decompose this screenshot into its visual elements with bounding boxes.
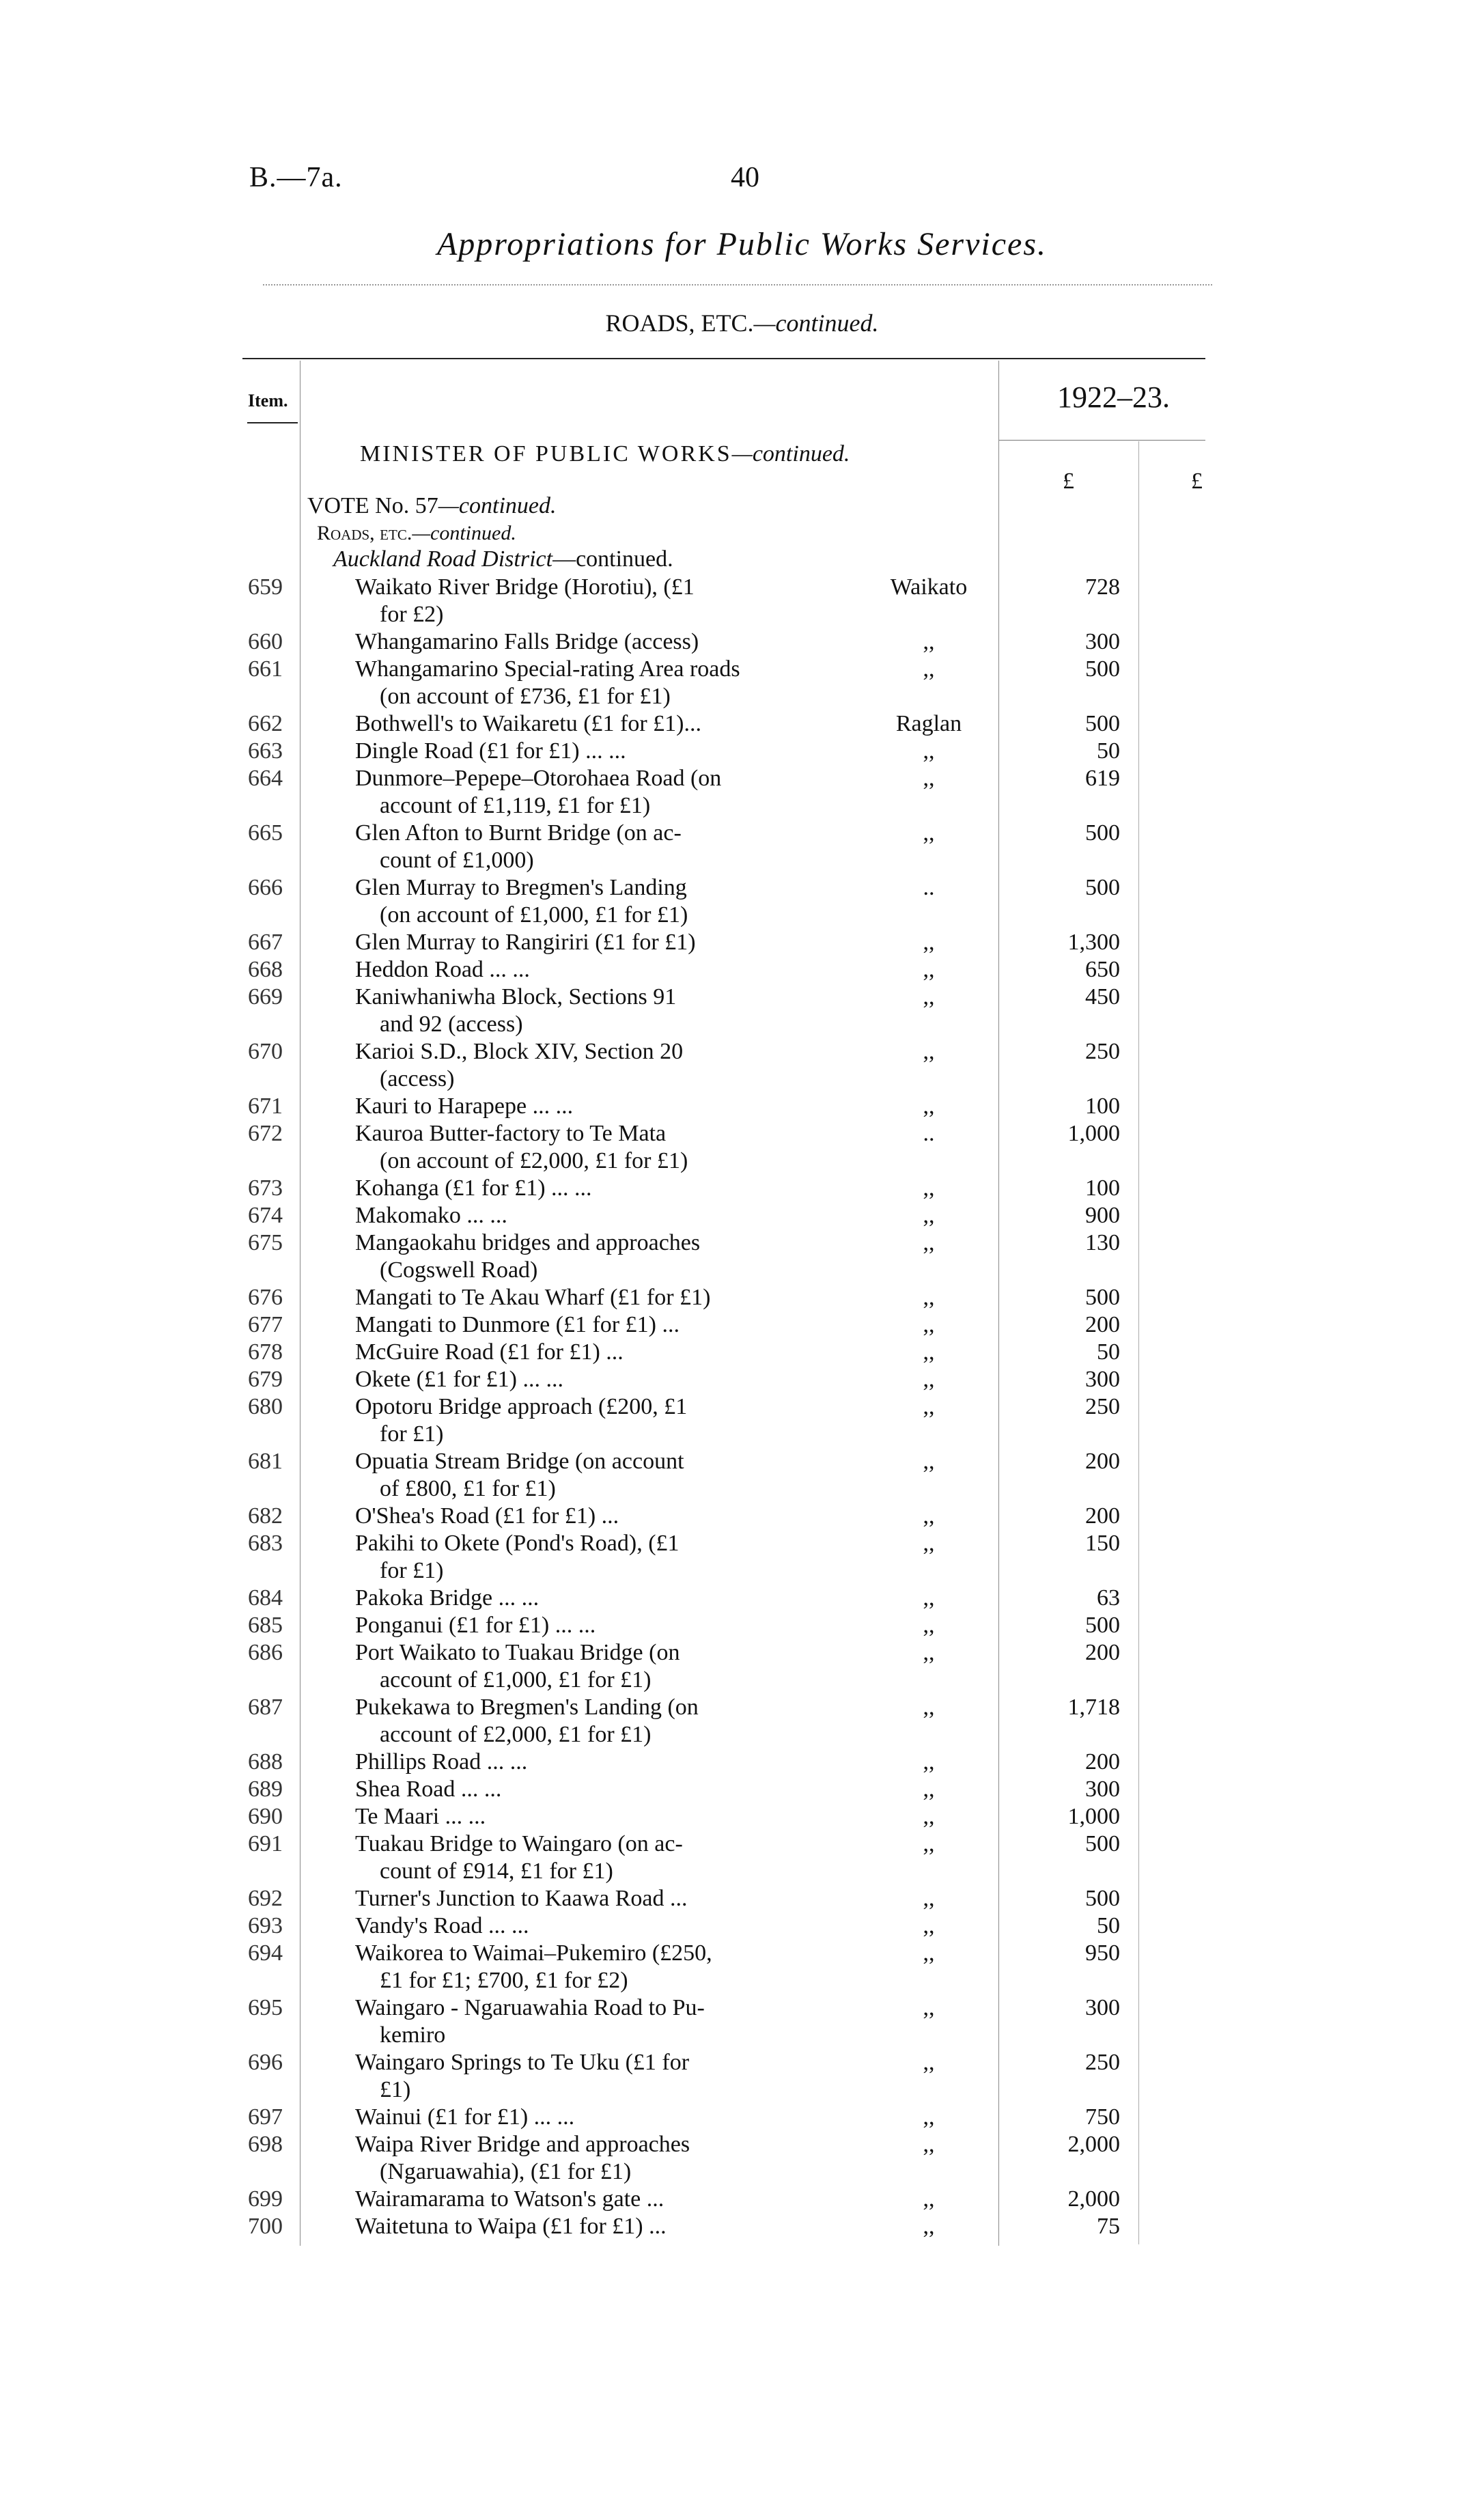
description-line-1: Mangati to Dunmore (£1 for £1) ... xyxy=(355,1312,680,1337)
item-number: 679 xyxy=(248,1367,283,1392)
item-description xyxy=(355,1940,820,1994)
item-description xyxy=(355,628,820,656)
item-description xyxy=(355,929,820,956)
item-number: 689 xyxy=(248,1777,283,1802)
amount: 75 xyxy=(1097,2214,1120,2239)
county-name: ,, xyxy=(923,738,935,764)
description-line-1: Glen Afton to Burnt Bridge (on ac- xyxy=(355,820,682,846)
description-line-2: account of £2,000, £1 for £1) xyxy=(380,1722,652,1747)
description-line-2: for £1) xyxy=(380,1421,444,1447)
county-name: ,, xyxy=(923,1531,935,1556)
county-name: ,, xyxy=(923,984,935,1009)
amount: 300 xyxy=(1085,1995,1120,2020)
item-number: 660 xyxy=(248,629,283,654)
description-line-2: count of £1,000) xyxy=(380,848,534,873)
item-description xyxy=(355,1776,820,1803)
amount: 2,000 xyxy=(1067,2132,1120,2157)
item-number: 677 xyxy=(248,1312,283,1337)
item-description xyxy=(355,1120,820,1175)
table-top-rule xyxy=(242,358,1205,359)
description-line-1: Waipa River Bridge and approaches xyxy=(355,2132,690,2157)
amount: 200 xyxy=(1085,1749,1120,1774)
item-number: 672 xyxy=(248,1121,283,1146)
district-name: Auckland Road District xyxy=(333,546,553,572)
description-line-2: (on account of £736, £1 for £1) xyxy=(380,684,671,709)
vote-heading xyxy=(307,493,557,519)
amount: 130 xyxy=(1085,1230,1120,1255)
description-line-1: Opuatia Stream Bridge (on account xyxy=(355,1449,684,1474)
item-description xyxy=(355,1612,820,1639)
item-description xyxy=(355,874,820,929)
item-number: 676 xyxy=(248,1285,283,1310)
item-number: 663 xyxy=(248,738,283,764)
roads-label: Roads, etc. xyxy=(317,522,412,544)
description-line-2: (Ngaruawahia), (£1 for £1) xyxy=(380,2159,632,2184)
year-header-rule xyxy=(999,440,1205,441)
description-line-1: Glen Murray to Bregmen's Landing xyxy=(355,875,687,900)
description-line-1: Kauroa Butter-factory to Te Mata xyxy=(355,1121,667,1146)
currency-label-2: £ xyxy=(1191,469,1203,494)
county-name: ,, xyxy=(923,2214,935,2239)
amount: 250 xyxy=(1085,1394,1120,1419)
description-line-1: Tuakau Bridge to Waingaro (on ac- xyxy=(355,1831,683,1856)
item-description xyxy=(355,1038,820,1093)
amount: 100 xyxy=(1085,1175,1120,1201)
item-description xyxy=(355,765,820,820)
description-line-1: Turner's Junction to Kaawa Road ... xyxy=(355,1886,688,1911)
header-divider xyxy=(263,284,1212,285)
amount: 728 xyxy=(1085,574,1120,600)
section-suffix: —continued. xyxy=(753,309,879,337)
item-description xyxy=(355,2049,820,2104)
county-name: ,, xyxy=(923,1285,935,1310)
county-name: ,, xyxy=(923,1695,935,1720)
county-name: ,, xyxy=(923,1913,935,1938)
item-description xyxy=(355,710,820,738)
item-number: 692 xyxy=(248,1886,283,1911)
section-heading xyxy=(0,309,1484,337)
county-name: Raglan xyxy=(895,711,962,736)
item-description xyxy=(355,574,820,628)
description-line-1: Whangamarino Falls Bridge (access) xyxy=(355,629,699,654)
description-line-2: count of £914, £1 for £1) xyxy=(380,1858,613,1884)
county-name: ,, xyxy=(923,1777,935,1802)
item-number: 680 xyxy=(248,1394,283,1419)
amount: 650 xyxy=(1085,957,1120,982)
county-name: ,, xyxy=(923,1339,935,1365)
description-line-2: for £2) xyxy=(380,602,444,627)
item-description xyxy=(355,1311,820,1339)
amount: 1,000 xyxy=(1067,1804,1120,1829)
item-description xyxy=(355,820,820,874)
amount: 1,300 xyxy=(1067,930,1120,955)
item-description xyxy=(355,984,820,1038)
amount: 300 xyxy=(1085,1777,1120,1802)
description-line-1: Dunmore–Pepepe–Otorohaea Road (on xyxy=(355,766,722,791)
county-name: .. xyxy=(923,1121,935,1146)
description-line-1: Pakihi to Okete (Pond's Road), (£1 xyxy=(355,1531,680,1556)
description-line-1: Mangati to Te Akau Wharf (£1 for £1) xyxy=(355,1285,711,1310)
amount: 950 xyxy=(1085,1940,1120,1966)
county-name: ,, xyxy=(923,1749,935,1774)
description-line-1: Kohanga (£1 for £1) ... ... xyxy=(355,1175,592,1201)
item-number: 700 xyxy=(248,2214,283,2239)
description-line-1: Pukekawa to Bregmen's Landing (on xyxy=(355,1695,699,1720)
item-description xyxy=(355,656,820,710)
county-name: ,, xyxy=(923,1039,935,1064)
description-line-1: Waingaro Springs to Te Uku (£1 for xyxy=(355,2050,690,2075)
description-line-1: Waingaro - Ngaruawahia Road to Pu- xyxy=(355,1995,705,2020)
item-description xyxy=(355,1694,820,1749)
item-description xyxy=(355,1093,820,1120)
item-number: 686 xyxy=(248,1640,283,1665)
county-name: ,, xyxy=(923,2050,935,2075)
page-title: Appropriations for Public Works Services. xyxy=(436,226,1048,262)
county-name: .. xyxy=(923,875,935,900)
amount: 500 xyxy=(1085,820,1120,846)
description-line-1: Opotoru Bridge approach (£200, £1 xyxy=(355,1394,688,1419)
amount: 150 xyxy=(1085,1531,1120,1556)
description-line-2: for £1) xyxy=(380,1558,444,1583)
description-line-1: Phillips Road ... ... xyxy=(355,1749,528,1774)
description-line-1: Dingle Road (£1 for £1) ... ... xyxy=(355,738,626,764)
item-number: 684 xyxy=(248,1585,283,1611)
item-description xyxy=(355,1503,820,1530)
item-number: 697 xyxy=(248,2104,283,2130)
county-name: ,, xyxy=(923,1585,935,1611)
county-name: Waikato xyxy=(890,574,968,600)
item-description xyxy=(355,1448,820,1503)
description-line-2: £1) xyxy=(380,2077,411,2102)
item-number: 690 xyxy=(248,1804,283,1829)
description-line-1: Whangamarino Special-rating Area roads xyxy=(355,656,740,682)
roads-suffix: —continued. xyxy=(412,522,516,544)
description-line-1: Port Waikato to Tuakau Bridge (on xyxy=(355,1640,680,1665)
county-name: ,, xyxy=(923,1312,935,1337)
description-line-1: Shea Road ... ... xyxy=(355,1777,502,1802)
vote-suffix: —continued. xyxy=(438,493,557,518)
item-number: 682 xyxy=(248,1503,283,1529)
amount: 100 xyxy=(1085,1094,1120,1119)
amount: 50 xyxy=(1097,1339,1120,1365)
amount: 500 xyxy=(1085,711,1120,736)
item-description xyxy=(355,738,820,765)
item-number: 685 xyxy=(248,1613,283,1638)
item-number: 665 xyxy=(248,820,283,846)
item-column-header: Item. xyxy=(248,391,288,410)
county-name: ,, xyxy=(923,1449,935,1474)
item-description xyxy=(355,2104,820,2131)
item-number: 666 xyxy=(248,875,283,900)
county-name: ,, xyxy=(923,1503,935,1529)
item-number: 678 xyxy=(248,1339,283,1365)
item-number: 698 xyxy=(248,2132,283,2157)
item-description xyxy=(355,1339,820,1366)
description-line-1: Bothwell's to Waikaretu (£1 for £1)... xyxy=(355,711,701,736)
description-line-2: (on account of £1,000, £1 for £1) xyxy=(380,902,688,928)
description-line-1: Makomako ... ... xyxy=(355,1203,507,1228)
description-line-1: McGuire Road (£1 for £1) ... xyxy=(355,1339,624,1365)
county-name: ,, xyxy=(923,766,935,791)
county-name: ,, xyxy=(923,656,935,682)
description-line-1: Kauri to Harapepe ... ... xyxy=(355,1094,574,1119)
section-main: ROADS, ETC. xyxy=(605,309,754,337)
amount: 500 xyxy=(1085,1285,1120,1310)
item-number: 671 xyxy=(248,1094,283,1119)
amount: 750 xyxy=(1085,2104,1120,2130)
amount: 200 xyxy=(1085,1312,1120,1337)
county-name: ,, xyxy=(923,930,935,955)
description-line-1: Ponganui (£1 for £1) ... ... xyxy=(355,1613,596,1638)
amount: 50 xyxy=(1097,738,1120,764)
amount-column-rule xyxy=(1138,441,1139,2244)
description-line-1: Karioi S.D., Block XIV, Section 20 xyxy=(355,1039,684,1064)
amount: 300 xyxy=(1085,1367,1120,1392)
county-name: ,, xyxy=(923,957,935,982)
description-line-2: of £800, £1 for £1) xyxy=(380,1476,556,1501)
item-description xyxy=(355,1885,820,1912)
county-name: ,, xyxy=(923,2132,935,2157)
amount: 500 xyxy=(1085,875,1120,900)
item-number: 699 xyxy=(248,2186,283,2212)
item-description xyxy=(355,1530,820,1585)
county-name: ,, xyxy=(923,1367,935,1392)
description-line-1: Waikorea to Waimai–Pukemiro (£250, xyxy=(355,1940,712,1966)
amount: 200 xyxy=(1085,1503,1120,1529)
item-description xyxy=(355,2213,820,2240)
item-description xyxy=(355,1912,820,1940)
county-name: ,, xyxy=(923,1640,935,1665)
county-name: ,, xyxy=(923,1203,935,1228)
page-number: 40 xyxy=(731,162,759,193)
item-number: 687 xyxy=(248,1695,283,1720)
amount: 2,000 xyxy=(1067,2186,1120,2212)
description-line-1: Wainui (£1 for £1) ... ... xyxy=(355,2104,575,2130)
item-number: 681 xyxy=(248,1449,283,1474)
description-line-2: and 92 (access) xyxy=(380,1012,523,1037)
item-number: 661 xyxy=(248,656,283,682)
item-description xyxy=(355,1366,820,1393)
description-line-1: Kaniwhaniwha Block, Sections 91 xyxy=(355,984,677,1009)
item-number: 664 xyxy=(248,766,283,791)
county-name: ,, xyxy=(923,2104,935,2130)
item-number: 688 xyxy=(248,1749,283,1774)
item-description xyxy=(355,2131,820,2186)
item-number: 694 xyxy=(248,1940,283,1966)
amount: 250 xyxy=(1085,2050,1120,2075)
item-description xyxy=(355,1284,820,1311)
county-name: ,, xyxy=(923,1230,935,1255)
description-line-2: £1 for £1; £700, £1 for £2) xyxy=(380,1968,628,1993)
amount: 900 xyxy=(1085,1203,1120,1228)
item-description xyxy=(355,1994,820,2049)
item-description xyxy=(355,1229,820,1284)
item-number: 662 xyxy=(248,711,283,736)
vote-number: VOTE No. 57 xyxy=(307,493,438,518)
district-suffix: —continued. xyxy=(552,546,673,572)
description-line-1: Vandy's Road ... ... xyxy=(355,1913,529,1938)
county-name: ,, xyxy=(923,1175,935,1201)
description-line-1: Te Maari ... ... xyxy=(355,1804,486,1829)
county-name: ,, xyxy=(923,1886,935,1911)
amount: 619 xyxy=(1085,766,1120,791)
item-description xyxy=(355,1830,820,1885)
county-name: ,, xyxy=(923,629,935,654)
amount: 63 xyxy=(1097,1585,1120,1611)
description-line-2: kemiro xyxy=(380,2022,446,2048)
amount: 1,718 xyxy=(1067,1695,1120,1720)
item-description xyxy=(355,1175,820,1202)
county-name: ,, xyxy=(923,1094,935,1119)
item-number: 673 xyxy=(248,1175,283,1201)
item-description xyxy=(355,1393,820,1448)
amount: 500 xyxy=(1085,656,1120,682)
item-number: 683 xyxy=(248,1531,283,1556)
item-description xyxy=(355,2186,820,2213)
description-line-2: (access) xyxy=(380,1066,455,1091)
description-line-2: (Cogswell Road) xyxy=(380,1257,538,1283)
amount: 1,000 xyxy=(1067,1121,1120,1146)
description-line-1: Pakoka Bridge ... ... xyxy=(355,1585,540,1611)
county-name: ,, xyxy=(923,1940,935,1966)
item-number: 670 xyxy=(248,1039,283,1064)
year-column-header: 1922–23. xyxy=(1057,380,1170,414)
description-line-2: (on account of £2,000, £1 for £1) xyxy=(380,1148,688,1173)
amount: 200 xyxy=(1085,1640,1120,1665)
item-number: 667 xyxy=(248,930,283,955)
description-line-1: Wairamarama to Watson's gate ... xyxy=(355,2186,664,2212)
item-description xyxy=(355,1639,820,1694)
description-line-1: Okete (£1 for £1) ... ... xyxy=(355,1367,563,1392)
county-name: ,, xyxy=(923,2186,935,2212)
item-description xyxy=(355,956,820,984)
item-number: 675 xyxy=(248,1230,283,1255)
amount: 200 xyxy=(1085,1449,1120,1474)
roads-subheading xyxy=(317,522,516,545)
description-line-1: O'Shea's Road (£1 for £1) ... xyxy=(355,1503,619,1529)
item-number: 691 xyxy=(248,1831,283,1856)
minister-heading xyxy=(360,441,850,467)
item-number: 659 xyxy=(248,574,283,600)
location-column-rule xyxy=(998,361,999,2246)
description-line-1: Glen Murray to Rangiriri (£1 for £1) xyxy=(355,930,696,955)
county-name: ,, xyxy=(923,820,935,846)
item-number: 696 xyxy=(248,2050,283,2075)
county-name: ,, xyxy=(923,1394,935,1419)
minister-suffix: —continued. xyxy=(731,441,850,466)
item-number: 668 xyxy=(248,957,283,982)
item-number: 693 xyxy=(248,1913,283,1938)
amount: 250 xyxy=(1085,1039,1120,1064)
description-line-2: account of £1,000, £1 for £1) xyxy=(380,1667,652,1693)
minister-name: MINISTER OF PUBLIC WORKS xyxy=(360,441,732,466)
county-name: ,, xyxy=(923,1804,935,1829)
county-name: ,, xyxy=(923,1613,935,1638)
amount: 300 xyxy=(1085,629,1120,654)
description-line-1: Waitetuna to Waipa (£1 for £1) ... xyxy=(355,2214,667,2239)
item-number: 669 xyxy=(248,984,283,1009)
item-header-rule xyxy=(247,422,298,423)
amount: 450 xyxy=(1085,984,1120,1009)
item-description xyxy=(355,1585,820,1612)
amount: 500 xyxy=(1085,1886,1120,1911)
district-subheading xyxy=(333,546,673,572)
item-description xyxy=(355,1202,820,1229)
description-line-1: Heddon Road ... ... xyxy=(355,957,530,982)
item-number: 695 xyxy=(248,1995,283,2020)
amount: 50 xyxy=(1097,1913,1120,1938)
amount: 500 xyxy=(1085,1831,1120,1856)
county-name: ,, xyxy=(923,1995,935,2020)
county-name: ,, xyxy=(923,1831,935,1856)
item-description xyxy=(355,1749,820,1776)
currency-label-1: £ xyxy=(1063,469,1074,494)
document-reference: B.—7a. xyxy=(249,162,343,193)
description-line-2: account of £1,119, £1 for £1) xyxy=(380,793,651,818)
description-line-1: Waikato River Bridge (Horotiu), (£1 xyxy=(355,574,695,600)
item-description xyxy=(355,1803,820,1830)
amount: 500 xyxy=(1085,1613,1120,1638)
description-line-1: Mangaokahu bridges and approaches xyxy=(355,1230,701,1255)
item-number: 674 xyxy=(248,1203,283,1228)
